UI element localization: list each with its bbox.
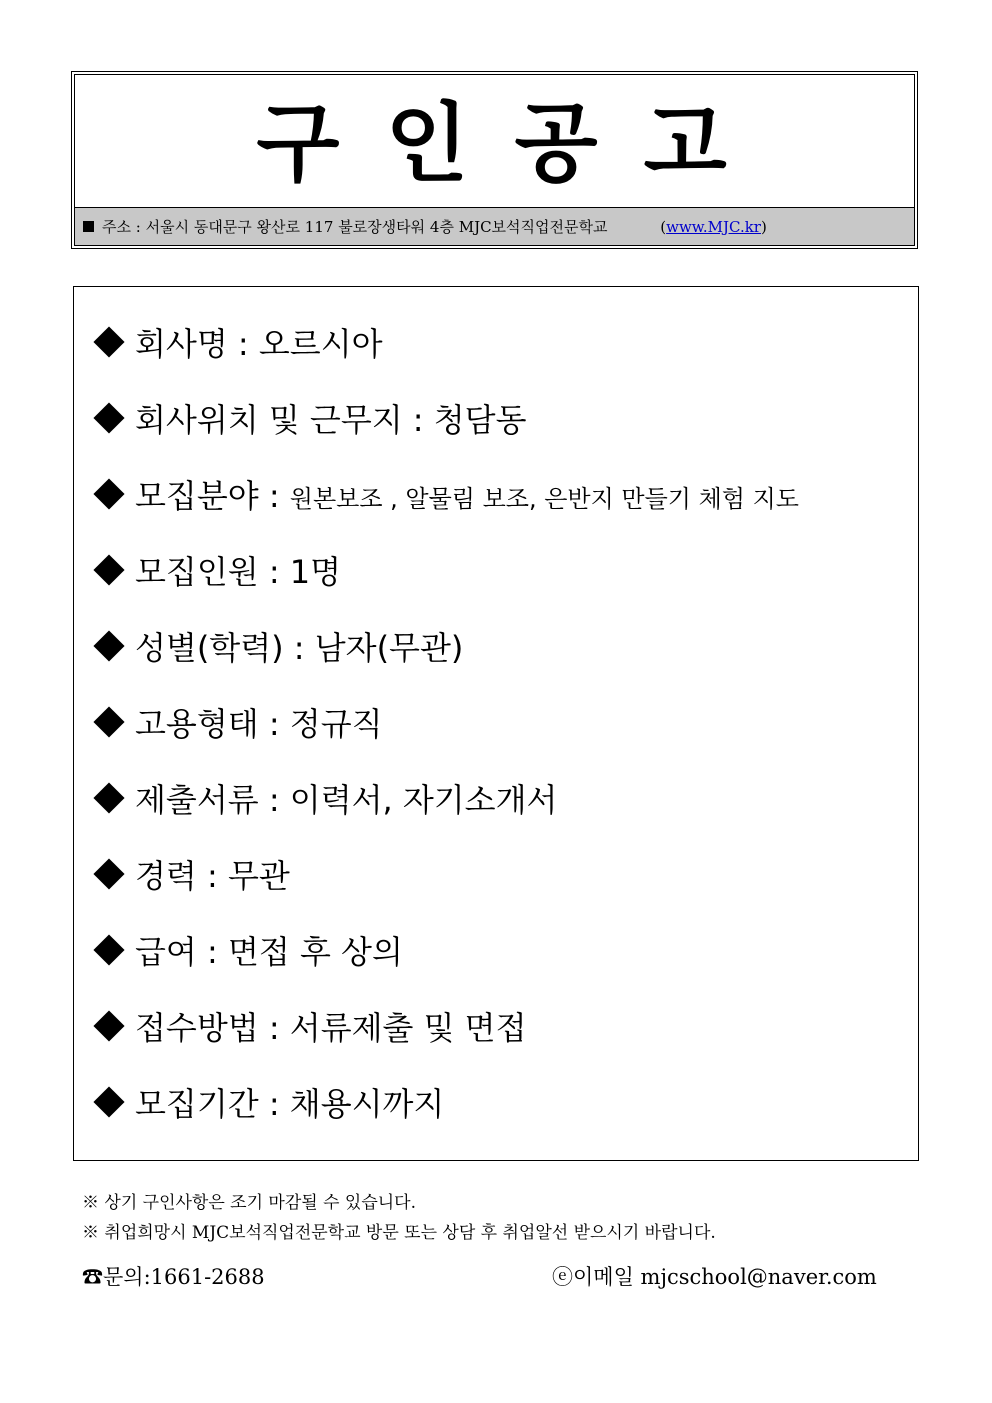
item-value: 정규직: [289, 705, 383, 743]
item-label: 모집분야 :: [135, 477, 280, 515]
url-paren-close: ): [760, 218, 767, 236]
item-label: 모집인원 :: [135, 553, 280, 591]
url-paren-open: (: [660, 218, 667, 236]
header-box: [71, 71, 918, 249]
item-salary: [92, 927, 403, 977]
item-label: 회사위치 및 근무지 :: [135, 401, 424, 439]
item-value: 남자(무관): [314, 629, 464, 667]
contact-email[interactable]: ⓔ이메일 mjcschool@naver.com: [552, 1265, 877, 1289]
address-bar: [75, 207, 914, 245]
diamond-bullet-icon: [93, 630, 124, 661]
contact-phone: ☎문의:1661-2688: [82, 1265, 265, 1289]
diamond-bullet-icon: [93, 1010, 124, 1041]
item-label: 접수방법 :: [135, 1009, 280, 1047]
item-recruit-field: [92, 471, 799, 521]
notes: [82, 1188, 716, 1248]
header-inner: [74, 74, 915, 246]
diamond-bullet-icon: [93, 782, 124, 813]
item-value: 면접 후 상의: [227, 933, 403, 971]
job-details-box: [73, 286, 919, 1161]
diamond-bullet-icon: [93, 934, 124, 965]
page-title: 구인공고: [256, 94, 773, 194]
item-employment-type: [92, 699, 383, 749]
diamond-bullet-icon: [93, 554, 124, 585]
item-label: 모집기간 :: [135, 1085, 280, 1123]
item-recruit-count: [92, 547, 341, 597]
item-experience: [92, 851, 290, 901]
item-label: 고용형태 :: [135, 705, 280, 743]
item-gender-education: [92, 623, 463, 673]
item-label: 제출서류 :: [135, 781, 280, 819]
website-link[interactable]: www.MJC.kr: [666, 218, 761, 236]
item-value: 무관: [227, 857, 290, 895]
item-value: 원본보조 , 알물림 보조, 은반지 만들기 체험 지도: [289, 485, 799, 513]
url-wrap: [660, 218, 767, 236]
item-documents: [92, 775, 557, 825]
diamond-bullet-icon: [93, 858, 124, 889]
item-label: 성별(학력) :: [135, 629, 305, 667]
item-value: 청담동: [433, 401, 527, 439]
diamond-bullet-icon: [93, 402, 124, 433]
item-application-method: [92, 1003, 527, 1053]
item-company-location: [92, 395, 527, 445]
square-bullet-icon: [83, 221, 94, 232]
note-early-close: ※ 상기 구인사항은 조기 마감될 수 있습니다.: [82, 1193, 417, 1213]
diamond-bullet-icon: [93, 478, 124, 509]
item-company-name: [92, 319, 383, 369]
item-label: 회사명 :: [135, 325, 249, 363]
diamond-bullet-icon: [93, 326, 124, 357]
item-recruit-period: [92, 1079, 444, 1129]
item-value: 1명: [289, 553, 342, 591]
diamond-bullet-icon: [93, 706, 124, 737]
item-value: 이력서, 자기소개서: [289, 781, 558, 819]
item-label: 경력 :: [135, 857, 218, 895]
diamond-bullet-icon: [93, 1086, 124, 1117]
address-label: 주소 :: [102, 218, 141, 236]
item-label: 급여 :: [135, 933, 218, 971]
item-value: 오르시아: [258, 325, 383, 363]
note-visit: ※ 취업희망시 MJC보석직업전문학교 방문 또는 상담 후 취업알선 받으시기 바랍니다.: [82, 1223, 716, 1243]
item-value: 서류제출 및 면접: [289, 1009, 527, 1047]
address-text: 서울시 동대문구 왕산로 117 불로장생타워 4층 MJC보석직업전문학교: [145, 218, 608, 236]
item-value: 채용시까지: [289, 1085, 445, 1123]
